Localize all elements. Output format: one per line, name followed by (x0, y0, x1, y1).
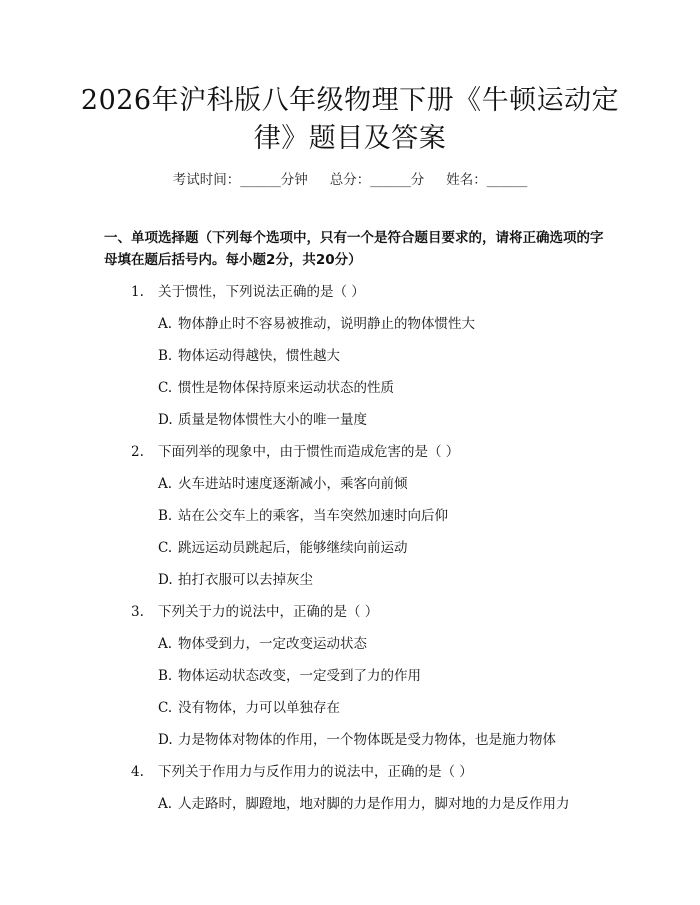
question-2-option-c (158, 539, 408, 557)
option-label: C. (158, 540, 173, 556)
option-text: 物体静止时不容易被推动，说明静止的物体惯性大 (178, 316, 475, 332)
option-label: C. (158, 380, 173, 396)
question-4-option-a (158, 795, 570, 813)
option-label: D. (158, 572, 173, 588)
section-title: 一、单项选择题（下列每个选项中，只有一个是符合题目要求的，请将正确选项的字母填在题后括号内。每小题2分，共20分） (104, 230, 604, 268)
question-2-option-b (158, 507, 448, 525)
question-4 (131, 763, 473, 781)
exam-name: 姓名：______ (446, 172, 528, 188)
option-text: 站在公交车上的乘客，当车突然加速时向后仰 (178, 508, 448, 524)
option-text: 没有物体，力可以单独存在 (178, 700, 340, 716)
exam-score: 总分：______分 (329, 172, 425, 188)
option-label: A. (158, 796, 173, 812)
question-number: 4. (131, 764, 144, 780)
question-1 (131, 283, 365, 301)
option-text: 人走路时，脚蹬地，地对脚的力是作用力，脚对地的力是反作用力 (178, 796, 570, 812)
option-text: 跳远运动员跳起后，能够继续向前运动 (178, 540, 408, 556)
document-title (70, 82, 630, 158)
option-text: 质量是物体惯性大小的唯一量度 (178, 412, 367, 428)
option-text: 惯性是物体保持原来运动状态的性质 (178, 380, 394, 396)
title-line-2: 律》题目及答案 (253, 123, 447, 154)
question-1-option-a (158, 315, 475, 333)
option-text: 物体运动得越快，惯性越大 (178, 348, 340, 364)
question-3-option-a (158, 635, 367, 653)
question-number: 2. (131, 444, 144, 460)
option-label: B. (158, 508, 173, 524)
question-1-option-c (158, 379, 394, 397)
option-label: D. (158, 412, 173, 428)
question-text: 下列关于力的说法中，正确的是（ ） (158, 604, 379, 620)
option-text: 力是物体对物体的作用，一个物体既是受力物体，也是施力物体 (178, 732, 556, 748)
option-label: A. (158, 476, 173, 492)
question-3-option-d (158, 731, 556, 749)
option-text: 火车进站时速度逐渐减小，乘客向前倾 (178, 476, 408, 492)
question-3-option-b (158, 667, 421, 685)
option-label: D. (158, 732, 173, 748)
question-text: 下面列举的现象中，由于惯性而造成危害的是（ ） (158, 444, 460, 460)
question-text: 关于惯性，下列说法正确的是（ ） (158, 284, 365, 300)
option-label: B. (158, 348, 173, 364)
question-2 (131, 443, 459, 461)
question-number: 1. (131, 284, 144, 300)
question-text: 下列关于作用力与反作用力的说法中，正确的是（ ） (158, 764, 473, 780)
question-2-option-a (158, 475, 408, 493)
exam-meta (0, 168, 700, 188)
question-2-option-d (158, 571, 313, 589)
option-label: C. (158, 700, 173, 716)
option-text: 拍打衣服可以去掉灰尘 (178, 572, 313, 588)
option-label: B. (158, 668, 173, 684)
exam-time: 考试时间：______分钟 (172, 172, 308, 188)
question-1-option-d (158, 411, 367, 429)
title-line-1: 2026年沪科版八年级物理下册《牛顿运动定 (80, 85, 620, 116)
option-label: A. (158, 316, 173, 332)
question-number: 3. (131, 604, 144, 620)
question-3 (131, 603, 378, 621)
question-1-option-b (158, 347, 340, 365)
option-text: 物体受到力，一定改变运动状态 (178, 636, 367, 652)
option-label: A. (158, 636, 173, 652)
question-3-option-c (158, 699, 340, 717)
option-text: 物体运动状态改变，一定受到了力的作用 (178, 668, 421, 684)
